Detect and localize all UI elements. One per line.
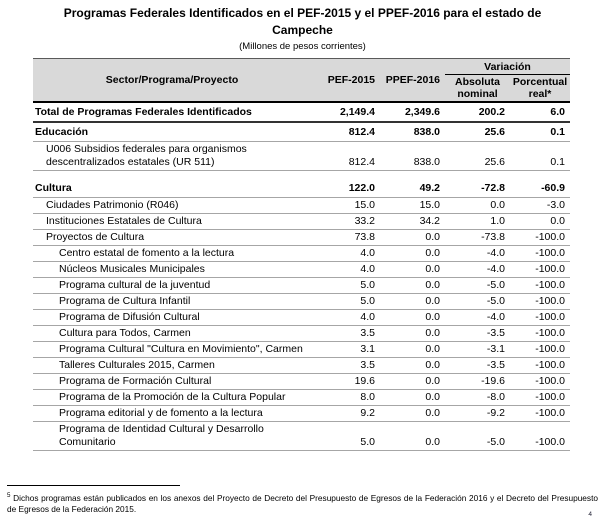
- variacion-subheaders: [445, 75, 570, 101]
- column-header-variacion: Variación: [445, 59, 570, 75]
- table-row: [33, 198, 570, 214]
- table-row: [33, 103, 570, 123]
- cell-porcentual-real: -100.0: [535, 263, 565, 275]
- row-label: Instituciones Estatales de Cultura: [46, 215, 202, 227]
- cell-ppef2016: 34.2: [419, 215, 440, 227]
- row-label: Ciudades Patrimonio (R046): [46, 199, 179, 211]
- cell-ppef2016: 0.0: [425, 359, 440, 371]
- table-row: [33, 179, 570, 198]
- table-row: [33, 422, 570, 451]
- table-body: [33, 103, 570, 451]
- cell-absoluta-nominal: -9.2: [486, 407, 505, 419]
- cell-porcentual-real: -100.0: [535, 279, 565, 291]
- column-header-porcentual-real: [510, 75, 570, 101]
- cell-pef2015: 9.2: [360, 407, 375, 419]
- cell-absoluta-nominal: 25.6: [484, 156, 505, 168]
- cell-ppef2016: 0.0: [425, 375, 440, 387]
- row-label: Total de Programas Federales Identificados: [35, 105, 252, 118]
- cell-pef2015: 5.0: [360, 279, 375, 291]
- table-row: [33, 326, 570, 342]
- cell-absoluta-nominal: -5.0: [486, 279, 505, 291]
- row-label: Programa de Difusión Cultural: [59, 311, 200, 323]
- table-row: [33, 123, 570, 142]
- absoluta-line2: nominal: [457, 88, 498, 100]
- cell-pef2015: 812.4: [348, 125, 375, 138]
- cell-porcentual-real: -100.0: [535, 327, 565, 339]
- column-header-sector: Sector/Programa/Proyecto: [105, 74, 239, 86]
- cell-ppef2016: 2,349.6: [404, 105, 440, 118]
- table-row: [33, 390, 570, 406]
- cell-porcentual-real: 0.1: [550, 156, 565, 168]
- row-label: Programa de la Promoción de la Cultura Popular: [59, 391, 286, 403]
- footnote: [7, 490, 598, 516]
- column-header-pef2015: PEF-2015: [327, 74, 375, 86]
- cell-pef2015: 4.0: [360, 263, 375, 275]
- cell-pef2015: 3.5: [360, 327, 375, 339]
- column-group-variacion: [445, 59, 570, 101]
- cell-absoluta-nominal: -73.8: [481, 231, 505, 243]
- cell-porcentual-real: -100.0: [535, 391, 565, 403]
- table-row: [33, 214, 570, 230]
- footnote-marker: 5: [7, 492, 11, 499]
- programs-table: [33, 58, 570, 451]
- cell-ppef2016: 0.0: [425, 263, 440, 275]
- cell-porcentual-real: -100.0: [535, 231, 565, 243]
- cell-ppef2016: 0.0: [425, 407, 440, 419]
- row-label: Programa editorial y de fomento a la lectura: [59, 407, 263, 419]
- cell-ppef2016: 15.0: [419, 199, 440, 211]
- cell-porcentual-real: -100.0: [535, 311, 565, 323]
- absoluta-line1: Absoluta: [455, 76, 500, 88]
- table-header: [33, 58, 570, 103]
- cell-ppef2016: 838.0: [413, 156, 440, 168]
- cell-absoluta-nominal: 200.2: [478, 105, 505, 118]
- cell-ppef2016: 49.2: [419, 181, 440, 194]
- cell-absoluta-nominal: -19.6: [481, 375, 505, 387]
- table-row: [33, 406, 570, 422]
- cell-porcentual-real: 0.0: [550, 215, 565, 227]
- row-label: Programa de Formación Cultural: [59, 375, 212, 387]
- row-label: Centro estatal de fomento a la lectura: [59, 247, 235, 259]
- porcentual-line1: Porcentual: [512, 76, 568, 88]
- cell-pef2015: 5.0: [360, 295, 375, 307]
- cell-absoluta-nominal: -8.0: [486, 391, 505, 403]
- cell-ppef2016: 838.0: [413, 125, 440, 138]
- column-header-ppef2016: PPEF-2016: [385, 74, 440, 86]
- cell-absoluta-nominal: 1.0: [490, 215, 505, 227]
- table-row: [33, 374, 570, 390]
- cell-ppef2016: 0.0: [425, 343, 440, 355]
- section-spacer: [33, 171, 570, 179]
- row-label: Cultura: [35, 181, 72, 194]
- row-label: U006 Subsidios federales para organismos descentralizados estatales (UR 511): [46, 143, 247, 168]
- cell-ppef2016: 0.0: [425, 231, 440, 243]
- cell-absoluta-nominal: -3.1: [486, 343, 505, 355]
- cell-pef2015: 4.0: [360, 247, 375, 259]
- cell-absoluta-nominal: 0.0: [490, 199, 505, 211]
- table-row: [33, 142, 570, 171]
- cell-ppef2016: 0.0: [425, 391, 440, 403]
- cell-pef2015: 2,149.4: [339, 105, 375, 118]
- cell-absoluta-nominal: -4.0: [486, 247, 505, 259]
- row-label: Proyectos de Cultura: [46, 231, 145, 243]
- table-row: [33, 342, 570, 358]
- page-subtitle: (Millones de pesos corrientes): [239, 41, 366, 52]
- cell-ppef2016: 0.0: [425, 311, 440, 323]
- row-label: Talleres Culturales 2015, Carmen: [59, 359, 215, 371]
- cell-absoluta-nominal: -3.5: [486, 359, 505, 371]
- table-row: [33, 294, 570, 310]
- porcentual-line2: real*: [528, 88, 552, 100]
- row-label: Programa de Identidad Cultural y Desarrollo Comunitario: [59, 423, 264, 448]
- cell-absoluta-nominal: -4.0: [486, 263, 505, 275]
- page-title: Programas Federales Identificados en el PEF-2015 y el PPEF-2016 para el estado de Campeche: [63, 6, 542, 37]
- cell-pef2015: 3.1: [360, 343, 375, 355]
- cell-absoluta-nominal: 25.6: [484, 125, 505, 138]
- table-row: [33, 230, 570, 246]
- cell-absoluta-nominal: -72.8: [481, 181, 505, 194]
- cell-pef2015: 122.0: [348, 181, 375, 194]
- cell-absoluta-nominal: -5.0: [486, 436, 505, 448]
- footnote-divider: [7, 485, 180, 486]
- cell-porcentual-real: -100.0: [535, 375, 565, 387]
- footnote-text: Dichos programas están publicados en los anexos del Proyecto de Decreto del Presupuesto de Egresos de la Federación 2016 y el Decreto del Presupuesto de Egresos de la Federación 2015.: [7, 492, 598, 515]
- row-label: Núcleos Musicales Municipales: [59, 263, 205, 275]
- row-label: Programa de Cultura Infantil: [59, 295, 191, 307]
- cell-absoluta-nominal: -3.5: [486, 327, 505, 339]
- table-row: [33, 246, 570, 262]
- cell-porcentual-real: -100.0: [535, 359, 565, 371]
- cell-pef2015: 19.6: [354, 375, 375, 387]
- cell-porcentual-real: -60.9: [541, 181, 565, 194]
- row-label: Programa Cultural "Cultura en Movimiento", Carmen: [59, 343, 303, 355]
- cell-porcentual-real: -100.0: [535, 343, 565, 355]
- cell-porcentual-real: -100.0: [535, 247, 565, 259]
- cell-pef2015: 15.0: [354, 199, 375, 211]
- cell-porcentual-real: -3.0: [546, 199, 565, 211]
- table-row: [33, 262, 570, 278]
- cell-ppef2016: 0.0: [425, 279, 440, 291]
- cell-pef2015: 33.2: [354, 215, 375, 227]
- table-row: [33, 310, 570, 326]
- cell-pef2015: 73.8: [354, 231, 375, 243]
- table-row: [33, 278, 570, 294]
- cell-pef2015: 812.4: [348, 156, 375, 168]
- cell-ppef2016: 0.0: [425, 295, 440, 307]
- cell-ppef2016: 0.0: [425, 436, 440, 448]
- cell-porcentual-real: 0.1: [550, 125, 565, 138]
- cell-pef2015: 4.0: [360, 311, 375, 323]
- cell-porcentual-real: -100.0: [535, 407, 565, 419]
- cell-ppef2016: 0.0: [425, 247, 440, 259]
- column-header-absoluta-nominal: [445, 75, 510, 101]
- cell-ppef2016: 0.0: [425, 327, 440, 339]
- row-label: Programa cultural de la juventud: [59, 279, 211, 291]
- cell-porcentual-real: -100.0: [535, 295, 565, 307]
- cell-pef2015: 8.0: [360, 391, 375, 403]
- page-number: 4: [588, 511, 592, 518]
- row-label: Educación: [35, 125, 89, 138]
- cell-porcentual-real: 6.0: [550, 105, 565, 118]
- cell-absoluta-nominal: -4.0: [486, 311, 505, 323]
- row-label: Cultura para Todos, Carmen: [59, 327, 191, 339]
- cell-pef2015: 3.5: [360, 359, 375, 371]
- cell-porcentual-real: -100.0: [535, 436, 565, 448]
- cell-pef2015: 5.0: [360, 436, 375, 448]
- cell-absoluta-nominal: -5.0: [486, 295, 505, 307]
- table-row: [33, 358, 570, 374]
